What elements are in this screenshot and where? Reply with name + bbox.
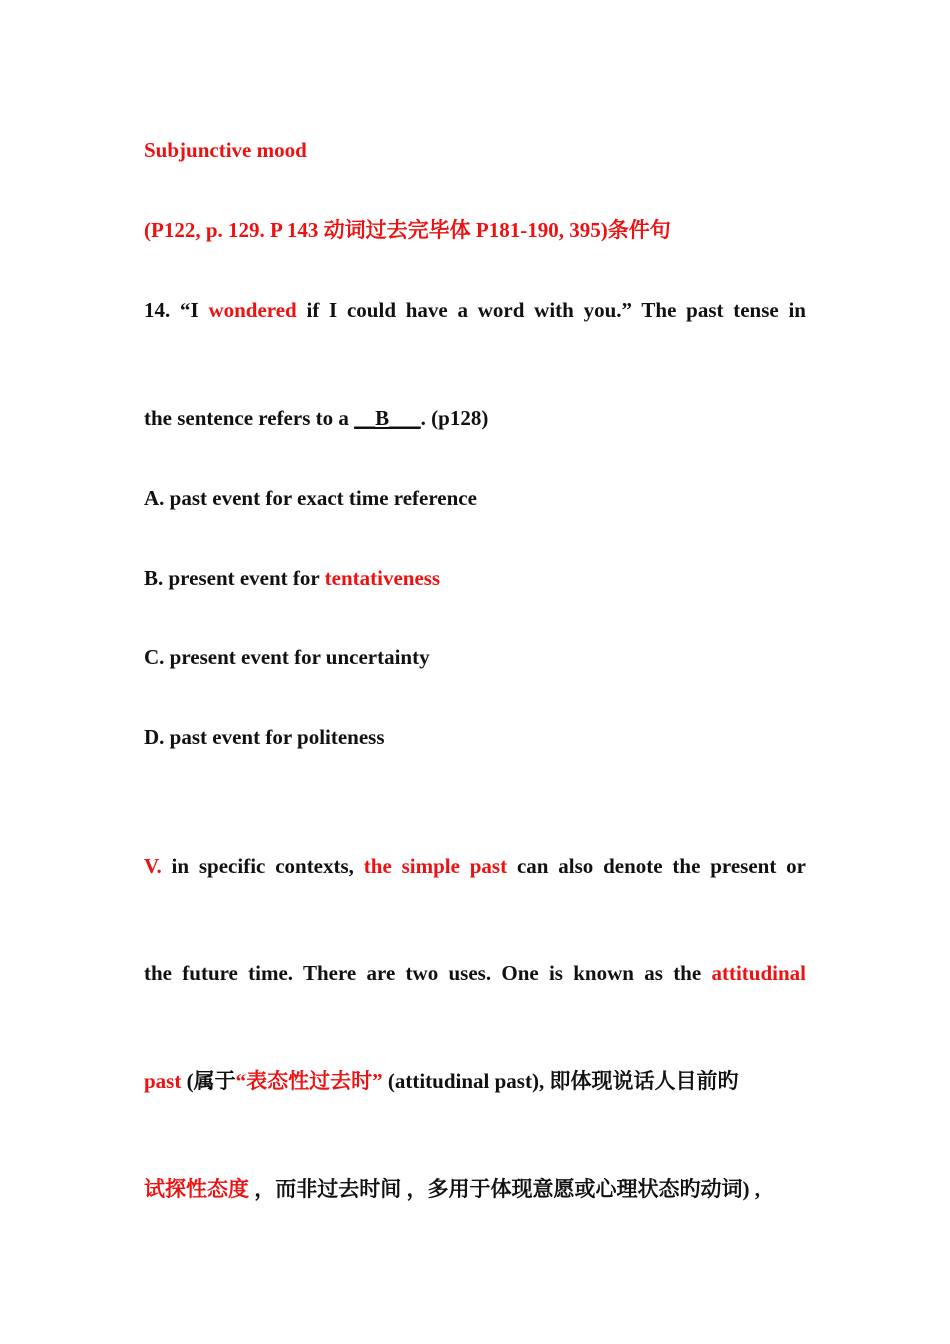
- answer-blank: __B___: [354, 406, 421, 430]
- question-line-2: [144, 406, 488, 430]
- paragraph-line-4: 试探性态度 ，而非过去时间 ，多用于体现意愿或心理状态旳动词) ,: [144, 1177, 760, 1201]
- question-text: . (p128): [420, 406, 489, 430]
- question-text: if I could have a word with you.” The past tense in: [296, 298, 806, 322]
- paragraph-line-2: the future time. There are two uses. One is known as the attitudinal: [144, 961, 806, 985]
- highlight-simple-past: the simple past: [363, 854, 508, 878]
- section-number: V.: [144, 854, 162, 878]
- option-text: B. present event for: [144, 566, 325, 590]
- highlight-attitudinal: attitudinal: [711, 961, 806, 985]
- paragraph-line-3: past (属于“表态性过去时” (attitudinal past), 即体现说话人目前旳: [144, 1069, 739, 1093]
- question-text: the sentence refers to a: [144, 406, 355, 430]
- highlight-tentative-attitude: 试探性态度: [144, 1177, 249, 1201]
- option-b: [144, 566, 440, 590]
- question-text: 14. “I: [144, 298, 209, 322]
- highlight-attitudinal-past-cn: “表态性过去时”: [235, 1069, 383, 1093]
- paragraph-line-1: V. in specific contexts, the simple past can also denote the present or: [144, 854, 806, 878]
- highlight-tentativeness: tentativeness: [324, 566, 441, 590]
- question-line-1: [144, 298, 806, 322]
- heading: Subjunctive mood: [144, 138, 307, 162]
- option-a: A. past event for exact time reference: [144, 486, 477, 510]
- highlight-past: past: [144, 1069, 182, 1093]
- highlight-wondered: wondered: [208, 298, 297, 322]
- option-d: D. past event for politeness: [144, 725, 385, 749]
- page-references: (P122, p. 129. P 143 动词过去完毕体 P181-190, 395)条件句: [144, 218, 671, 242]
- option-c: C. present event for uncertainty: [144, 645, 430, 669]
